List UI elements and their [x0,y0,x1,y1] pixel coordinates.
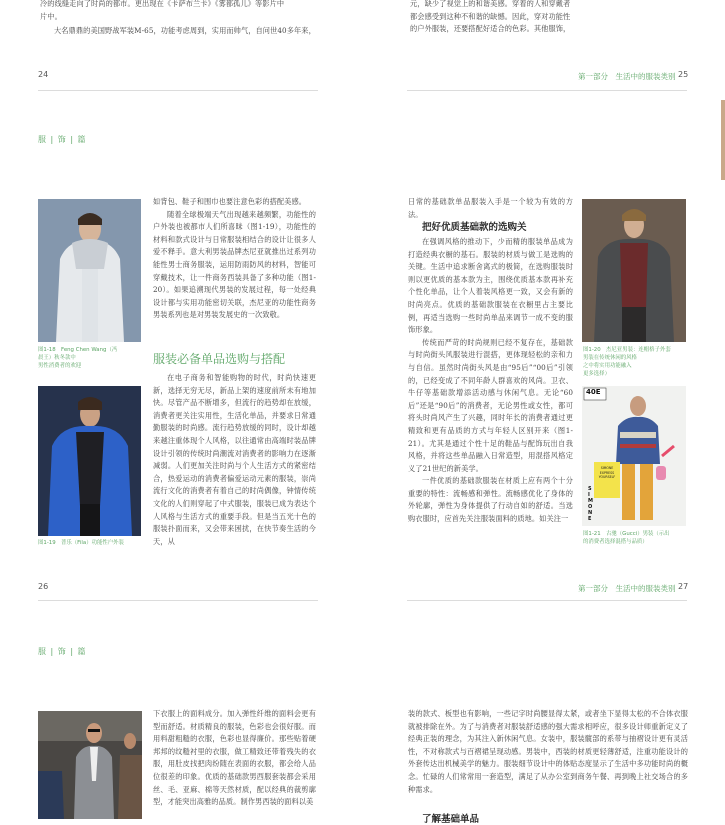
text-line: 大名鼎鼎的美国野战军装M-65，功能考虑周到，实用而帅气，自问世40多年来， [54,26,316,36]
caption-line: 更多选择） [583,371,610,377]
caption-line: 图1-18 Feng Chen Wang（冯 [38,347,118,353]
caption-fig-1-18 [38,346,143,370]
shop-sign [595,466,619,480]
page-divider [407,90,687,91]
sign-line: EXPRESS [599,470,615,475]
page-divider [407,600,687,601]
page-number-24: 24 [38,70,49,79]
text-line: 片中。 [40,11,62,21]
sign-line: SIMONE [600,466,614,470]
page-divider [38,600,318,601]
body-column-1 [153,196,316,322]
letter: S [588,486,592,492]
running-header-right: 第一部分 生活中的服装类别 [578,584,676,593]
page-number-27: 27 [678,582,689,591]
caption-line: 图1-20 杰尼亚男装：连帽格子外套 [583,347,671,353]
page-divider [38,90,318,91]
text-line: 元，缺少了视觉上的和谐美感。穿着的人和穿戴者 [410,0,571,8]
text-line: 都会感受到这种不和谐的缺憾。因此，穿对功能性 [410,11,571,21]
letter: N [588,510,593,516]
caption-fig-1-19: 图1-19 普乐（Fila）功能性户外装 [38,540,124,546]
letter: E [588,516,592,522]
paragraph: 随着全球极端天气出现越来越频繁，功能性的户外装也被都市人们所喜昧（图1-19），功能性的材料和款式设计与日常服装相结合的设计让很多人爱不释手。意大利男装品牌杰尼亚就推出过系列功能性男士商务服装，运用防雨防风的材料，智能可穿戴技术，让一件商务西装具备了多种功能（图1-20）。如果追溯现代男装的发展过程，每一处经典设计都与实用功能密切关联，杰尼亚的功能性商务男装系列也是对男装发展史的一次致敬。 [153,209,316,320]
body-column-1b [153,372,316,548]
body-column-2b [408,236,573,526]
figure-illustration [38,199,141,342]
page-number-25: 25 [678,70,689,79]
section-label: 服 | 饰 | 篇 [38,135,87,144]
paragraph: 如背包、鞋子和围巾也要注意色彩的搭配美感。 [153,197,307,206]
figure-illustration [38,711,142,819]
letter: M [588,498,593,504]
letter: O [588,504,593,510]
body-column-3 [153,708,316,809]
sign-line: YOURSELF [598,475,616,479]
section-heading-green: 服装必备单品选购与搭配 [153,352,286,366]
text-line: 冷的线缝走向了时尚的都市。更出现在《卡萨布兰卡》《雾都孤儿》等影片中 [40,0,285,8]
caption-line: 男性消费者的欢迎 [38,363,82,369]
body-column-2 [408,196,573,221]
figure-illustration [582,386,686,526]
paragraph: 一件优质的基础款服装在材质上应有两个十分重要的特性：流畅感和弹性。流畅感优化了身体的外轮廓，弹性为身体提供了行动自如的舒适。当选购衣服时，应首先关注服装面料的质地。如关注一 [408,476,573,524]
caption-line: 的消费者选择混搭与品质） [583,539,648,545]
caption-line: 晨王）秋冬款中 [38,355,76,361]
letter: I [588,492,590,498]
page-number-26: 26 [38,582,49,591]
paragraph: 传统而严苛的时尚规则已经不复存在，基础款与时尚街头风服装进行混搭，更体现轻松的亲和力与自信。虽然时尚街头风是由“95后”“00后”引领的，已经变成了不同年龄人群喜欢的风尚。卫衣、牛仔等基础款增添活动感与休闲气息。无论“60后”还是“90后”的消费者，无论男性或女性，都可将头时尚风产生了兴趣，同时年长的消费者通过更精致和更有品质的方式与年轻人区别开来（图1-21）。尤其是通过个性十足的鞋品与配饰玩出自我风格，并将这些单品融入日常造型，用混搭风格定义了21世纪的新美学。 [408,337,573,473]
figure-illustration [38,386,141,536]
text-line: 的户外服装，还要搭配好适合的色彩。其他服饰， [410,24,571,34]
top-right-text [410,0,580,36]
paragraph: 在电子商务和智能购物的时代，时尚快速更新，选择无穷无尽，新品上架的速度前所未有地加快。尽管产品不断增多，但流行的趋势却在放缓，消费者更关注实用性，生活化单品，并要求日常通勤服装的时尚感。流行趋势放缓的同时，设计却越来越注重体现个人风格，以往通常由高端时装品牌设计引领的传统时尚潮流对消费者的影响力在逐渐减弱。人们更加关注时尚与个人生活方式的紧密结合，热爱运动的消费者偏爱运动元素的服装，崇尚流行文化的消费者有着自己的时尚偶像，钟情传统文化的人们则穿起了中式服装，服装已成为表达个人风格与生活方式的重要手段。但是当五光十色的服装扑面而来，又会带来困扰，在快节奏生活的今天，从 [153,373,316,546]
photo-plaid-coat-model [582,199,686,342]
figure-illustration [582,199,686,342]
caption-line: 男装在传统休闲的风格 [583,355,637,361]
photo-gucci-sweater-model [582,386,686,526]
photo-blue-jacket-model [38,386,141,536]
running-header-right: 第一部分 生活中的服装类别 [578,72,676,81]
photo-suited-men [38,711,142,819]
paragraph: 下衣服上的面料成分。加入弹性纤维的面料会更有型而舒适。材质精良的服装，色彩也会很好服。而用料甜粗糙的衣服，色彩也显得廉价。那些贴着硬邦邦的纹糙衬里的衣服，做工精致还带着残失的衣服，用肚皮找把肉纷随在表面的衣服，都会给人品位很差的印象。优质的基础款男西服套装都会采用丝、毛、亚麻、棉等天然材质，配以经典的裁剪廓型，才能突出高雅的品质。制作男西装的面料以美 [153,709,316,807]
caption-line: 图1-21 古驰（Gucci）男装（示出 [583,531,670,537]
badge-40e: 40E [586,388,601,396]
caption-fig-1-21 [583,530,687,546]
sub-heading: 了解基础单品 [422,814,480,825]
paragraph: 日常的基础款单品服装入手是一个较为有效的方法。 [408,197,573,219]
sub-heading: 把好优质基础款的选购关 [422,222,527,233]
section-label: 服 | 饰 | 篇 [38,647,87,656]
photo-white-hoodie-model [38,199,141,342]
body-column-4 [408,708,688,796]
caption-fig-1-20 [583,346,687,378]
page-edge [721,100,725,180]
top-left-text [40,0,320,38]
simone-vertical-letters [588,486,593,522]
caption-line: 之中将实用功能融入 [583,363,632,369]
paragraph: 在强调风格的推动下，少而精的服装单品成为打造经典衣橱的基石。服装的材质与做工是选购的关键。生活中追求断舍离式的极简，在选购服装时则以更优质的基本款为主，围绕优质基本款再补充个性化单品，让个人着装风格更一致，又会有新的时尚亮点。优质的基础款服装在衣橱里占主要比例，再适当选购一些时尚单品来调节一成不变的服饰形象。 [408,237,573,335]
paragraph: 装的款式、板型也有影响，一些记字时尚腰显得太紧，或者坐下显得太松的不合体衣服就被排除在外。为了与消费者对服装舒适感的强大需求相呼应，很多设计师重新定义了经典正装的理念，为其注入新休闲气息。女装中，服装髋部的系带与抽褶设计更有灵活性，不对称款式与百褶裙呈现动感。男装中，西装的材质更轻薄舒适，注重功能设计的外套传达出机械美学的魅力。服装细节设计中的体贴态度显示了生活中多功能时尚的概念。忙碌的人们常常用一套造型，满足了从办公室到商务午餐、再到晚上社交场合的多种需求。 [408,709,688,794]
